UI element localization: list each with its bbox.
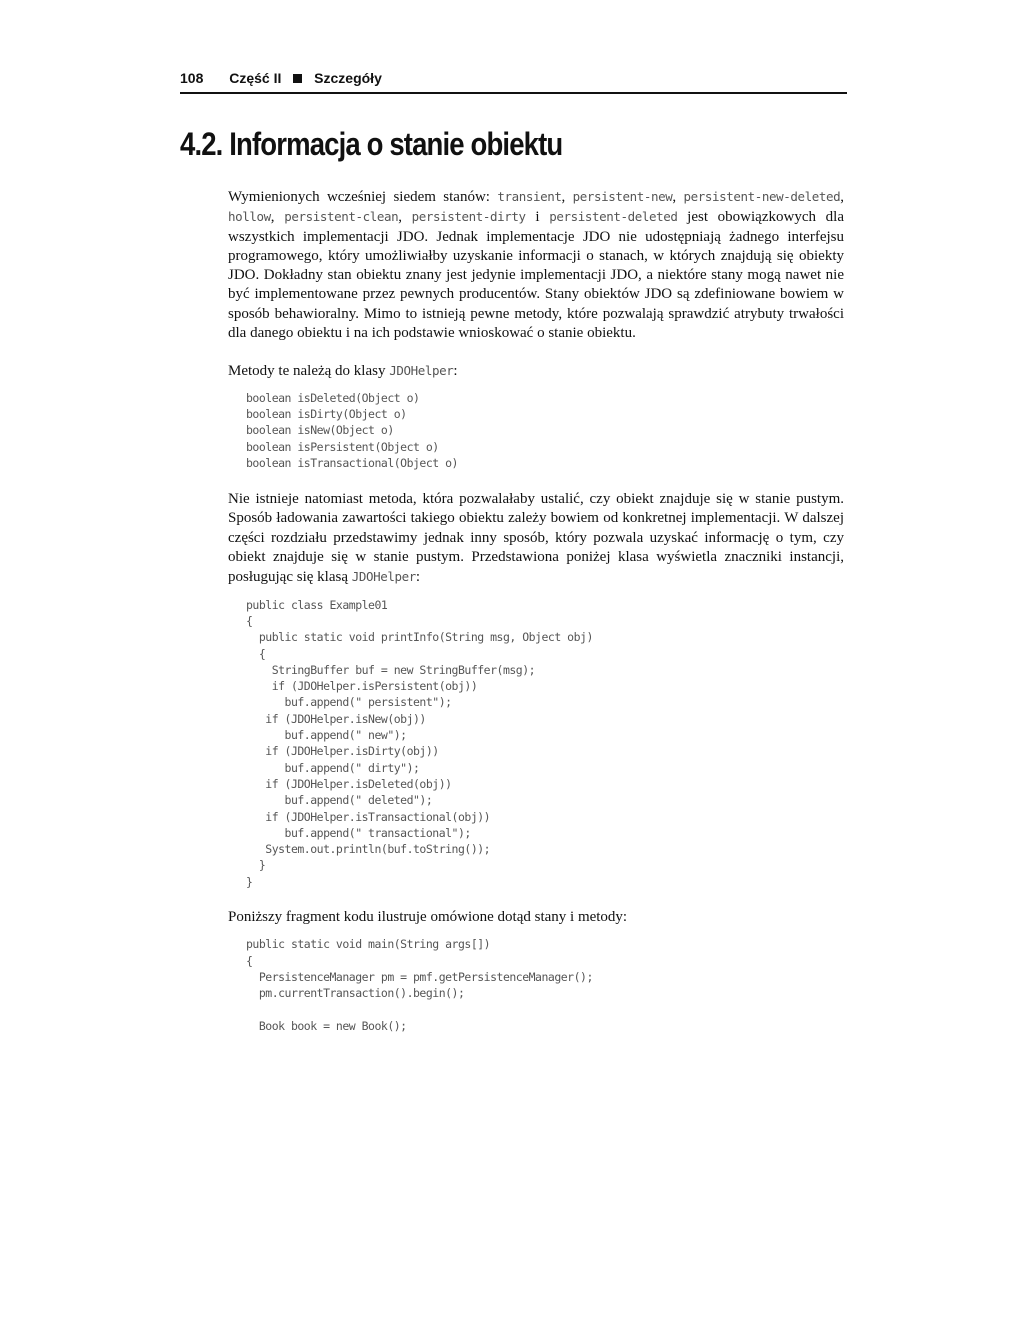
code-line: public class Example01 [246, 597, 388, 612]
code-line: if (JDOHelper.isNew(obj)) [246, 711, 426, 726]
code-line: buf.append(" dirty"); [246, 760, 420, 775]
separator: , [270, 209, 285, 226]
code-line: if (JDOHelper.isTransactional(obj)) [246, 809, 491, 824]
code-line: } [246, 874, 253, 889]
code-line: boolean isPersistent(Object o) [246, 439, 439, 454]
paragraph-fragment-intro: Poniższy fragment kodu ilustruje omówione dotąd stany i metody: [228, 908, 628, 925]
code-line: boolean isTransactional(Object o) [246, 455, 458, 470]
code-line: System.out.println(buf.toString()); [246, 842, 491, 857]
code-line: PersistenceManager pm = pmf.getPersistenceManager(); [246, 969, 593, 984]
code-line: if (JDOHelper.isDeleted(obj)) [246, 776, 452, 791]
code-line: boolean isNew(Object o) [246, 423, 394, 438]
paragraph-text: Nie istnieje natomiast metoda, która pozwalałaby ustalić, czy obiekt znajduje się w stanie pustym. Sposób ładowania zawartości takiego obiektu zależy bowiem od konkretnej implementacji. W dalszej części rozdziału przedstawimy jednak inny sposób, który pozwala uzyskać informację o tym, czy obiekt znajduje się w stanie pustym. Przedstawiona poniżej klasa wyświetla znaczniki instancji, posługując się klasą [228, 491, 844, 586]
part-label: Część II [229, 70, 282, 86]
code-line [246, 1001, 844, 1017]
code-line: { [246, 613, 253, 628]
state-name: persistent-new-deleted [683, 189, 841, 204]
paragraph-text: : [415, 569, 421, 586]
state-name: persistent-deleted [549, 209, 678, 225]
page-body [228, 187, 844, 1034]
code-line: boolean isDirty(Object o) [246, 406, 407, 421]
class-name: JDOHelper [389, 363, 454, 379]
code-line: } [246, 858, 266, 873]
code-line: pm.currentTransaction().begin(); [246, 986, 465, 1001]
paragraph-text: jest obowiązkowych dla wszystkich implementacji JDO. Jednak implementacje JDO nie udostępniają żadnego interfejsu programowego, który umożliwiałby uzyskanie informacji o stanach, w których znajdują się obiekty JDO. Dokładny stan obiektu znany jest jedynie implementacji JDO, a niektóre stany mogą nawet nie być implementowane przez pewnych producentów. Stany obiektów JDO są zdefiniowane bowiem w sposób behawioralny. Mimo to istnieją pewne metody, które pozwalają sprawdzić atrybuty trwałości dla danego obiektu i na ich podstawie wnioskować o stanie obiektu. [228, 209, 845, 342]
code-block-methods [228, 390, 844, 471]
paragraph-methods-intro [228, 361, 844, 381]
code-line: Book book = new Book(); [246, 1018, 407, 1033]
code-line: public static void main(String args[]) [246, 937, 491, 952]
paragraph-text: Metody te należą do klasy [228, 363, 390, 380]
code-line: buf.append(" deleted"); [246, 793, 433, 808]
separator: , [561, 189, 573, 205]
page-number: 108 [180, 70, 204, 86]
separator: i [525, 209, 550, 226]
section-title: 4.2. Informacja o stanie obiektu [180, 126, 563, 162]
code-line: if (JDOHelper.isPersistent(obj)) [246, 679, 478, 694]
state-name: transient [497, 189, 562, 204]
paragraph-text: : [453, 363, 458, 380]
code-line: buf.append(" new"); [246, 728, 407, 743]
code-line: boolean isDeleted(Object o) [246, 390, 420, 405]
code-block-main [228, 936, 844, 1034]
separator: , [672, 189, 684, 205]
paragraph-text: Wymienionych wcześniej siedem stanów: [228, 189, 498, 205]
state-name: hollow [228, 209, 271, 225]
code-line: if (JDOHelper.isDirty(obj)) [246, 744, 439, 759]
code-block-example01 [228, 597, 844, 890]
paragraph-hollow-state [228, 490, 844, 587]
code-line: buf.append(" persistent"); [246, 695, 452, 710]
code-line: buf.append(" transactional"); [246, 825, 471, 840]
class-name: JDOHelper [351, 569, 416, 585]
code-line: StringBuffer buf = new StringBuffer(msg); [246, 662, 536, 677]
state-name: persistent-new [572, 189, 673, 204]
code-line: { [246, 953, 253, 968]
separator: , [840, 189, 845, 205]
square-bullet-icon [293, 74, 302, 83]
paragraph-states [228, 187, 844, 343]
state-name: persistent-dirty [411, 209, 526, 225]
running-header [180, 70, 847, 94]
code-line: public static void printInfo(String msg, Object obj) [246, 630, 593, 645]
code-line: { [246, 646, 266, 661]
separator: , [398, 209, 412, 226]
chapter-label: Szczegóły [314, 70, 382, 86]
state-name: persistent-clean [284, 209, 399, 225]
